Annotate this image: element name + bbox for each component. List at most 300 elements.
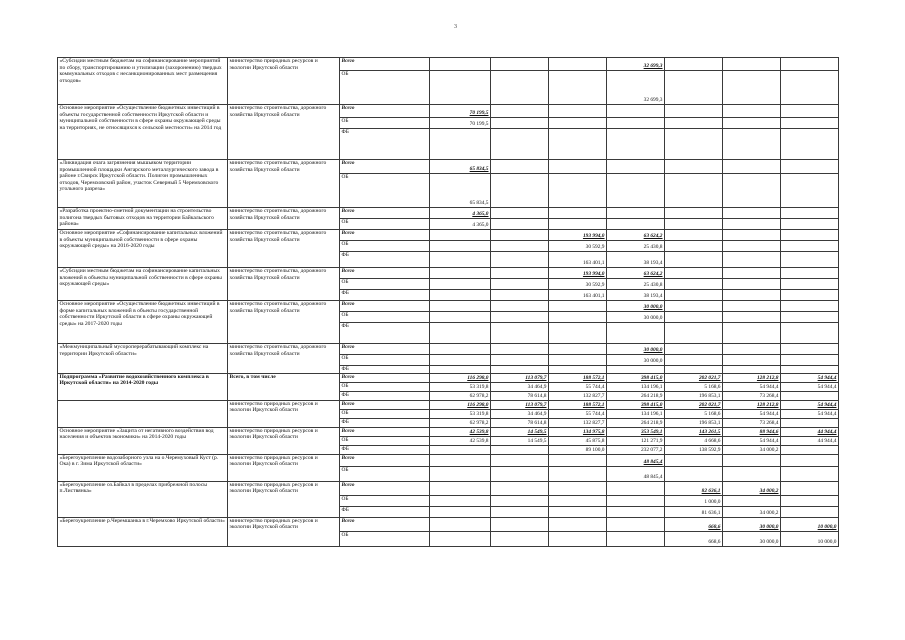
amount-cell: 55 744,4 bbox=[549, 409, 607, 418]
amount-cell: 30 000,0 bbox=[723, 531, 781, 546]
amount-cell bbox=[430, 454, 491, 466]
executor: министерство строительства, дорожного хозяйства Иркутской области bbox=[228, 344, 340, 374]
funding-source: ОБ bbox=[340, 409, 430, 418]
amount-cell bbox=[665, 118, 723, 129]
activity-name: «Субсидии местным бюджетам на софинансирование капитальных вложений в объекты муниципальной собственности в сфере охраны окружающей среды» bbox=[58, 268, 228, 301]
executor: министерство природных ресурсов и экологии Иркутской области bbox=[228, 517, 340, 546]
amount-cell bbox=[607, 129, 665, 160]
amount-cell bbox=[723, 129, 781, 160]
activity-name: Основное мероприятие «Софинансирование капитальных вложений в объекты муниципальной собственности в сфере охраны окружающей среды» на 2016-2020 годы bbox=[58, 230, 228, 268]
table-row bbox=[58, 427, 839, 436]
amount-cell: 30 592,9 bbox=[549, 279, 607, 290]
amount-cell bbox=[607, 219, 665, 230]
table-row bbox=[58, 344, 839, 355]
amount-cell bbox=[549, 160, 607, 174]
amount-cell bbox=[430, 344, 491, 355]
amount-cell: 55 744,4 bbox=[549, 382, 607, 391]
amount-cell bbox=[549, 531, 607, 546]
amount-cell: 81 636,1 bbox=[665, 506, 723, 517]
amount-cell: 188 572,1 bbox=[549, 400, 607, 409]
amount-cell bbox=[665, 454, 723, 466]
amount-cell bbox=[549, 208, 607, 219]
amount-cell bbox=[549, 495, 607, 506]
amount-cell: 668,6 bbox=[665, 517, 723, 531]
funding-source: ОБ bbox=[340, 279, 430, 290]
funding-source: Всего bbox=[340, 517, 430, 531]
amount-cell bbox=[430, 481, 491, 495]
amount-cell bbox=[607, 105, 665, 118]
amount-cell: 73 268,4 bbox=[723, 418, 781, 427]
funding-source: Всего bbox=[340, 58, 430, 71]
amount-cell: 134 196,1 bbox=[607, 382, 665, 391]
amount-cell bbox=[549, 105, 607, 118]
amount-cell bbox=[781, 344, 839, 355]
amount-cell: 48 845,4 bbox=[607, 466, 665, 481]
amount-cell: 113 079,7 bbox=[491, 400, 549, 409]
activity-name: «Субсидии местным бюджетам на софинансирование мероприятий по сбору, транспортированию и утилизации (захоронению) твердых коммунальных отходов с несанкционированных мест размещения отходов» bbox=[58, 58, 228, 105]
activity-name: «Берегоукрепление оз.Байкал в пределах прибрежной полосы п.Листвянка» bbox=[58, 481, 228, 517]
amount-cell: 10 000,0 bbox=[781, 517, 839, 531]
amount-cell: 121 271,9 bbox=[607, 436, 665, 445]
amount-cell bbox=[491, 71, 549, 105]
amount-cell: 44 944,4 bbox=[781, 427, 839, 436]
amount-cell: 128 212,8 bbox=[723, 400, 781, 409]
amount-cell: 70 199,5 bbox=[430, 105, 491, 118]
amount-cell bbox=[430, 312, 491, 323]
amount-cell bbox=[607, 174, 665, 208]
amount-cell bbox=[781, 241, 839, 252]
funding-source: Всего bbox=[340, 301, 430, 312]
amount-cell: 53 319,8 bbox=[430, 382, 491, 391]
amount-cell: 82 636,1 bbox=[665, 481, 723, 495]
amount-cell bbox=[723, 160, 781, 174]
amount-cell bbox=[723, 118, 781, 129]
amount-cell bbox=[430, 230, 491, 241]
amount-cell: 62 978,2 bbox=[430, 418, 491, 427]
executor: министерство строительства, дорожного хозяйства Иркутской области bbox=[228, 105, 340, 160]
amount-cell: 88 944,6 bbox=[723, 427, 781, 436]
funding-source: ФБ bbox=[340, 445, 430, 454]
executor: министерство природных ресурсов и экологии Иркутской области bbox=[228, 481, 340, 517]
funding-source: ОБ bbox=[340, 531, 430, 546]
amount-cell bbox=[723, 219, 781, 230]
amount-cell: 42 539,8 bbox=[430, 436, 491, 445]
amount-cell: 5 168,6 bbox=[665, 382, 723, 391]
amount-cell bbox=[491, 481, 549, 495]
amount-cell: 202 021,7 bbox=[665, 373, 723, 382]
amount-cell bbox=[723, 454, 781, 466]
amount-cell: 30 000,0 bbox=[607, 301, 665, 312]
executor: министерство строительства, дорожного хозяйства Иркутской области bbox=[228, 268, 340, 301]
amount-cell bbox=[430, 355, 491, 366]
table-row bbox=[58, 208, 839, 219]
amount-cell: 65 834,5 bbox=[430, 174, 491, 208]
amount-cell bbox=[491, 355, 549, 366]
amount-cell: 38 193,4 bbox=[607, 252, 665, 268]
table-row bbox=[58, 58, 839, 71]
amount-cell bbox=[665, 71, 723, 105]
amount-cell bbox=[665, 129, 723, 160]
amount-cell: 116 298,0 bbox=[430, 373, 491, 382]
executor: министерство природных ресурсов и экологии Иркутской области bbox=[228, 454, 340, 481]
funding-source: ОБ bbox=[340, 436, 430, 445]
executor: министерство строительства, дорожного хозяйства Иркутской области bbox=[228, 208, 340, 230]
executor: министерство строительства, дорожного хозяйства Иркутской области bbox=[228, 160, 340, 208]
amount-cell bbox=[430, 279, 491, 290]
amount-cell bbox=[430, 241, 491, 252]
amount-cell: 65 834,5 bbox=[430, 160, 491, 174]
amount-cell: 70 199,5 bbox=[430, 118, 491, 129]
activity-name: Основное мероприятие «Защита от негативного воздействия вод населения и объектов экономики» на 2014-2020 годы bbox=[58, 427, 228, 454]
amount-cell bbox=[607, 481, 665, 495]
amount-cell: 53 319,8 bbox=[430, 409, 491, 418]
amount-cell: 138 592,9 bbox=[665, 445, 723, 454]
amount-cell: 34 000,2 bbox=[723, 445, 781, 454]
amount-cell: 30 000,0 bbox=[607, 355, 665, 366]
funding-source: ФБ bbox=[340, 290, 430, 301]
amount-cell bbox=[607, 531, 665, 546]
amount-cell bbox=[723, 208, 781, 219]
amount-cell bbox=[607, 160, 665, 174]
amount-cell bbox=[723, 466, 781, 481]
activity-name: «Разработка проектно-сметной документации на строительство полигона твердых бытовых отходов на территории Байкальского района» bbox=[58, 208, 228, 230]
amount-cell bbox=[549, 301, 607, 312]
amount-cell bbox=[665, 466, 723, 481]
amount-cell: 73 268,4 bbox=[723, 391, 781, 400]
amount-cell: 63 624,2 bbox=[607, 268, 665, 279]
amount-cell: 14 549,5 bbox=[491, 427, 549, 436]
amount-cell: 62 978,2 bbox=[430, 391, 491, 400]
funding-source: ОБ bbox=[340, 219, 430, 230]
amount-cell: 163 401,1 bbox=[549, 290, 607, 301]
amount-cell bbox=[781, 252, 839, 268]
amount-cell bbox=[491, 174, 549, 208]
table-row bbox=[58, 160, 839, 174]
amount-cell: 34 000,2 bbox=[723, 506, 781, 517]
funding-source: ФБ bbox=[340, 418, 430, 427]
amount-cell bbox=[430, 517, 491, 531]
funding-source: Всего bbox=[340, 400, 430, 409]
amount-cell bbox=[430, 71, 491, 105]
funding-source: ФБ bbox=[340, 129, 430, 160]
amount-cell: 78 614,8 bbox=[491, 418, 549, 427]
amount-cell bbox=[781, 58, 839, 71]
amount-cell bbox=[607, 517, 665, 531]
amount-cell bbox=[491, 466, 549, 481]
amount-cell bbox=[723, 355, 781, 366]
amount-cell: 38 193,4 bbox=[607, 290, 665, 301]
amount-cell bbox=[491, 495, 549, 506]
amount-cell: 398 415,0 bbox=[607, 400, 665, 409]
funding-source: ОБ bbox=[340, 495, 430, 506]
amount-cell: 34 464,9 bbox=[491, 382, 549, 391]
amount-cell: 163 401,1 bbox=[549, 252, 607, 268]
amount-cell bbox=[781, 481, 839, 495]
table-row bbox=[58, 481, 839, 495]
amount-cell: 34 000,2 bbox=[723, 481, 781, 495]
amount-cell bbox=[607, 506, 665, 517]
amount-cell: 30 000,0 bbox=[607, 312, 665, 323]
executor: министерство природных ресурсов и экологии Иркутской области bbox=[228, 427, 340, 454]
amount-cell: 132 827,7 bbox=[549, 391, 607, 400]
amount-cell bbox=[491, 279, 549, 290]
amount-cell bbox=[781, 230, 839, 241]
amount-cell: 78 614,8 bbox=[491, 391, 549, 400]
amount-cell: 10 000,0 bbox=[781, 531, 839, 546]
amount-cell: 54 944,4 bbox=[781, 382, 839, 391]
table-row bbox=[58, 454, 839, 466]
amount-cell bbox=[665, 323, 723, 344]
amount-cell bbox=[723, 323, 781, 344]
amount-cell bbox=[430, 531, 491, 546]
amount-cell bbox=[607, 323, 665, 344]
funding-source: ОБ bbox=[340, 355, 430, 366]
amount-cell bbox=[781, 290, 839, 301]
table-row bbox=[58, 105, 839, 118]
amount-cell: 202 021,7 bbox=[665, 400, 723, 409]
funding-source: ОБ bbox=[340, 466, 430, 481]
amount-cell bbox=[781, 323, 839, 344]
amount-cell: 134 975,8 bbox=[549, 427, 607, 436]
amount-cell bbox=[607, 366, 665, 374]
amount-cell: 193 994,0 bbox=[549, 230, 607, 241]
amount-cell bbox=[665, 366, 723, 374]
funding-source: Всего bbox=[340, 230, 430, 241]
amount-cell bbox=[430, 495, 491, 506]
amount-cell bbox=[723, 241, 781, 252]
activity-name: Подпрограмма «Развитие водохозяйственного комплекса в Иркутской области» на 2014-2020 годы bbox=[58, 373, 228, 400]
amount-cell bbox=[781, 279, 839, 290]
amount-cell bbox=[491, 312, 549, 323]
amount-cell bbox=[491, 506, 549, 517]
amount-cell bbox=[491, 230, 549, 241]
funding-source: Всего bbox=[340, 454, 430, 466]
amount-cell bbox=[430, 445, 491, 454]
table-row bbox=[58, 517, 839, 531]
amount-cell bbox=[723, 366, 781, 374]
amount-cell: 32 699,3 bbox=[607, 58, 665, 71]
funding-source: Всего bbox=[340, 373, 430, 382]
amount-cell bbox=[781, 418, 839, 427]
amount-cell bbox=[491, 344, 549, 355]
executor: министерство природных ресурсов и экологии Иркутской области bbox=[228, 58, 340, 105]
amount-cell: 668,6 bbox=[665, 531, 723, 546]
amount-cell: 14 549,5 bbox=[491, 436, 549, 445]
funding-source: ОБ bbox=[340, 312, 430, 323]
amount-cell bbox=[723, 301, 781, 312]
amount-cell: 4 668,6 bbox=[665, 436, 723, 445]
amount-cell bbox=[430, 58, 491, 71]
amount-cell bbox=[781, 312, 839, 323]
amount-cell bbox=[781, 506, 839, 517]
funding-source: ОБ bbox=[340, 118, 430, 129]
amount-cell bbox=[549, 71, 607, 105]
funding-source: Всего bbox=[340, 268, 430, 279]
amount-cell bbox=[491, 252, 549, 268]
amount-cell bbox=[723, 312, 781, 323]
amount-cell: 34 464,9 bbox=[491, 409, 549, 418]
amount-cell bbox=[781, 445, 839, 454]
amount-cell bbox=[549, 355, 607, 366]
funding-source: ФБ bbox=[340, 391, 430, 400]
amount-cell bbox=[781, 174, 839, 208]
amount-cell: 398 415,0 bbox=[607, 373, 665, 382]
amount-cell: 32 699,3 bbox=[607, 71, 665, 105]
amount-cell bbox=[781, 208, 839, 219]
amount-cell bbox=[549, 366, 607, 374]
amount-cell: 45 875,8 bbox=[549, 436, 607, 445]
amount-cell bbox=[781, 366, 839, 374]
table-row bbox=[58, 268, 839, 279]
amount-cell bbox=[665, 279, 723, 290]
amount-cell bbox=[491, 323, 549, 344]
funding-source: Всего bbox=[340, 427, 430, 436]
amount-cell: 196 853,1 bbox=[665, 418, 723, 427]
amount-cell bbox=[781, 454, 839, 466]
amount-cell bbox=[723, 71, 781, 105]
amount-cell bbox=[430, 466, 491, 481]
amount-cell: 116 298,0 bbox=[430, 400, 491, 409]
funding-source: ФБ bbox=[340, 506, 430, 517]
amount-cell bbox=[491, 454, 549, 466]
amount-cell bbox=[549, 129, 607, 160]
amount-cell bbox=[491, 531, 549, 546]
amount-cell: 232 077,2 bbox=[607, 445, 665, 454]
amount-cell: 48 845,4 bbox=[607, 454, 665, 466]
amount-cell bbox=[607, 495, 665, 506]
amount-cell bbox=[781, 355, 839, 366]
funding-source: ФБ bbox=[340, 252, 430, 268]
amount-cell bbox=[549, 344, 607, 355]
amount-cell: 5 168,6 bbox=[665, 409, 723, 418]
amount-cell bbox=[430, 252, 491, 268]
amount-cell: 196 853,1 bbox=[665, 391, 723, 400]
amount-cell: 4 365,0 bbox=[430, 208, 491, 219]
amount-cell: 188 572,1 bbox=[549, 373, 607, 382]
amount-cell bbox=[723, 252, 781, 268]
amount-cell bbox=[781, 105, 839, 118]
activity-name: «Берегоукрепление водозаборного узла на о.Черемуховый Куст (р. Ока) в г. Зима Иркутской области» bbox=[58, 454, 228, 481]
amount-cell bbox=[430, 290, 491, 301]
amount-cell bbox=[607, 118, 665, 129]
funding-source: ФБ bbox=[340, 366, 430, 374]
amount-cell bbox=[549, 312, 607, 323]
amount-cell bbox=[549, 506, 607, 517]
amount-cell bbox=[665, 355, 723, 366]
amount-cell: 134 196,1 bbox=[607, 409, 665, 418]
amount-cell: 54 944,4 bbox=[781, 400, 839, 409]
amount-cell: 30 000,0 bbox=[607, 344, 665, 355]
amount-cell bbox=[491, 445, 549, 454]
amount-cell bbox=[491, 58, 549, 71]
amount-cell bbox=[723, 230, 781, 241]
amount-cell bbox=[723, 105, 781, 118]
amount-cell: 193 994,0 bbox=[549, 268, 607, 279]
amount-cell: 143 261,5 bbox=[665, 427, 723, 436]
amount-cell bbox=[723, 344, 781, 355]
amount-cell: 264 218,9 bbox=[607, 391, 665, 400]
amount-cell bbox=[491, 129, 549, 160]
amount-cell bbox=[723, 495, 781, 506]
funding-source: ОБ bbox=[340, 174, 430, 208]
amount-cell bbox=[723, 58, 781, 71]
amount-cell: 54 944,4 bbox=[781, 373, 839, 382]
amount-cell bbox=[665, 208, 723, 219]
amount-cell: 42 539,8 bbox=[430, 427, 491, 436]
amount-cell bbox=[723, 268, 781, 279]
amount-cell: 54 944,4 bbox=[781, 409, 839, 418]
amount-cell bbox=[781, 466, 839, 481]
amount-cell bbox=[723, 174, 781, 208]
amount-cell bbox=[665, 160, 723, 174]
amount-cell bbox=[665, 344, 723, 355]
amount-cell bbox=[781, 495, 839, 506]
amount-cell: 4 365,0 bbox=[430, 219, 491, 230]
activity-name: Основное мероприятие «Осуществление бюджетных инвестиций в форме капитальных вложений в объекты государственной собственности Иркутской области в сфере охраны окружающей среды» на 2017-2020 годы bbox=[58, 301, 228, 344]
amount-cell bbox=[781, 160, 839, 174]
amount-cell bbox=[430, 506, 491, 517]
amount-cell bbox=[781, 391, 839, 400]
amount-cell: 44 944,4 bbox=[781, 436, 839, 445]
table-row bbox=[58, 230, 839, 241]
funding-source: ФБ bbox=[340, 323, 430, 344]
table-row bbox=[58, 400, 839, 409]
amount-cell bbox=[665, 58, 723, 71]
amount-cell bbox=[491, 301, 549, 312]
amount-cell bbox=[549, 481, 607, 495]
amount-cell bbox=[665, 219, 723, 230]
amount-cell bbox=[491, 268, 549, 279]
table-row bbox=[58, 301, 839, 312]
amount-cell: 30 592,9 bbox=[549, 241, 607, 252]
amount-cell bbox=[607, 208, 665, 219]
activity-name: Основное мероприятие «Осуществление бюджетных инвестиций в объекты государственной собственности Иркутской области и муниципальной собственности в сфере охраны окружающей среды на территориях, не относящихся к сельской местности» на 2014 год bbox=[58, 105, 228, 160]
page-number: 3 bbox=[454, 24, 457, 30]
amount-cell bbox=[430, 301, 491, 312]
amount-cell bbox=[491, 208, 549, 219]
amount-cell bbox=[491, 517, 549, 531]
amount-cell bbox=[430, 366, 491, 374]
budget-table bbox=[57, 57, 839, 547]
amount-cell: 25 430,8 bbox=[607, 279, 665, 290]
amount-cell bbox=[549, 58, 607, 71]
amount-cell: 128 212,8 bbox=[723, 373, 781, 382]
activity-name: «Берегоукрепление р.Черемшанка в г.Черемхово Иркутской области» bbox=[58, 517, 228, 546]
amount-cell bbox=[491, 290, 549, 301]
amount-cell: 264 218,9 bbox=[607, 418, 665, 427]
funding-source: Всего bbox=[340, 160, 430, 174]
amount-cell bbox=[549, 118, 607, 129]
amount-cell bbox=[781, 118, 839, 129]
activity-name: «Межмуниципальный мусороперерабатывающий комплекс на территории Иркутской области» bbox=[58, 344, 228, 374]
amount-cell bbox=[549, 174, 607, 208]
amount-cell bbox=[430, 268, 491, 279]
amount-cell: 30 000,0 bbox=[723, 517, 781, 531]
amount-cell bbox=[665, 241, 723, 252]
amount-cell bbox=[665, 230, 723, 241]
amount-cell: 54 944,4 bbox=[723, 409, 781, 418]
table-row bbox=[58, 373, 839, 382]
amount-cell bbox=[430, 129, 491, 160]
activity-name bbox=[58, 400, 228, 427]
amount-cell bbox=[549, 323, 607, 344]
amount-cell bbox=[665, 301, 723, 312]
funding-source: ОБ bbox=[340, 241, 430, 252]
amount-cell bbox=[549, 517, 607, 531]
amount-cell bbox=[723, 279, 781, 290]
funding-source: ОБ bbox=[340, 71, 430, 105]
activity-name: «Ликвидация очага загрязнения мышьяком территории промышленной площадки Ангарского металлургического завода в районе г.Свирск Иркутской области. Полигон промышленных отходов, Черемховский район, участок Северный 5 Черемховского угольного разреза» bbox=[58, 160, 228, 208]
